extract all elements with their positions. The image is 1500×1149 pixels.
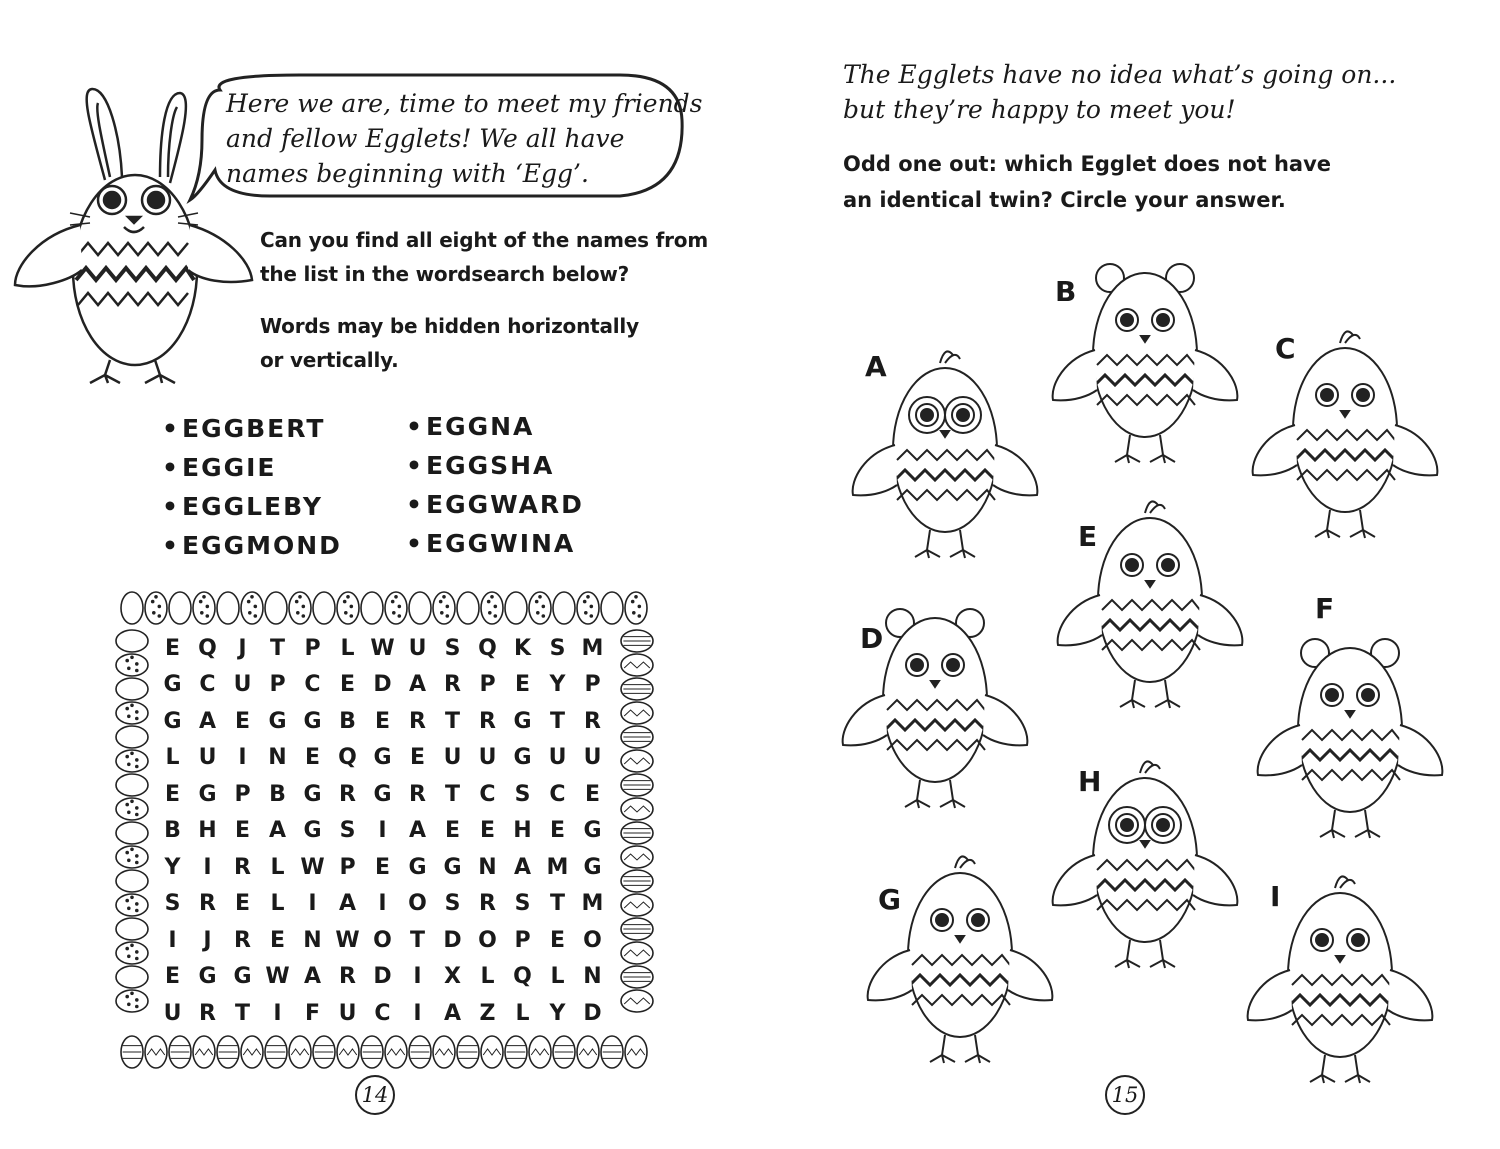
wordsearch-letter[interactable]: E — [234, 708, 251, 734]
wordsearch-letter[interactable]: R — [409, 708, 426, 734]
wordsearch-letter[interactable]: T — [409, 927, 425, 953]
egglet-illustration[interactable] — [1240, 870, 1440, 1100]
egglet-label: E — [1078, 520, 1098, 553]
word-list-label: EGGMOND — [182, 531, 342, 560]
wordsearch-letter[interactable]: U — [233, 672, 252, 698]
wordsearch-letter[interactable]: E — [514, 672, 531, 698]
wordsearch-letter[interactable]: Y — [549, 672, 566, 698]
wordsearch-letter[interactable]: Q — [198, 635, 217, 661]
wordsearch-letter[interactable]: P — [584, 672, 601, 698]
wordsearch-grid — [155, 630, 611, 1030]
wordsearch-letter[interactable]: N — [478, 854, 497, 880]
wordsearch-letter[interactable]: S — [549, 635, 566, 661]
egglet-label: B — [1055, 275, 1077, 308]
wordsearch-letter[interactable]: G — [408, 854, 427, 880]
wordsearch-letter[interactable]: Y — [549, 1000, 566, 1026]
wordsearch-letter[interactable]: P — [339, 854, 356, 880]
wordsearch-letter[interactable]: Q — [478, 635, 497, 661]
wordsearch-letter[interactable]: P — [479, 672, 496, 698]
wordsearch-letter[interactable]: E — [269, 927, 286, 953]
wordsearch-letter[interactable]: L — [270, 854, 285, 880]
word-list-item — [406, 412, 534, 441]
wordsearch-letter[interactable]: R — [409, 781, 426, 807]
wordsearch-letter[interactable]: E — [584, 781, 601, 807]
wordsearch-letter[interactable]: A — [303, 964, 322, 990]
page-number: 15 — [1105, 1075, 1145, 1115]
wordsearch-letter[interactable]: G — [513, 708, 532, 734]
wordsearch-letter[interactable]: G — [373, 781, 392, 807]
wordsearch-letter[interactable]: O — [373, 927, 392, 953]
wordsearch-letter[interactable]: C — [374, 1000, 391, 1026]
wordsearch-letter[interactable]: R — [584, 708, 601, 734]
word-list-item — [162, 531, 342, 560]
wordsearch-letter[interactable]: E — [549, 818, 566, 844]
wordsearch-letter[interactable]: K — [513, 635, 532, 661]
wordsearch-letter[interactable]: C — [304, 672, 321, 698]
speech-bubble-text: Here we are, time to meet my friends — [226, 89, 703, 118]
wordsearch-letter[interactable]: J — [203, 927, 212, 953]
wordsearch-letter[interactable]: U — [163, 1000, 182, 1026]
wordsearch-letter[interactable]: P — [304, 635, 321, 661]
wordsearch-letter[interactable]: Q — [513, 964, 532, 990]
question-text: Odd one out: which Egglet does not have — [843, 152, 1332, 176]
wordsearch-letter[interactable]: F — [304, 1000, 321, 1026]
bullet: • — [162, 453, 180, 482]
wordsearch-letter[interactable]: G — [163, 708, 182, 734]
wordsearch-letter[interactable]: I — [203, 854, 212, 880]
page-number: 14 — [355, 1075, 395, 1115]
wordsearch-letter[interactable]: T — [234, 1000, 250, 1026]
word-list-label: EGGWARD — [426, 490, 584, 519]
wordsearch-letter[interactable]: I — [413, 1000, 422, 1026]
word-list-item — [162, 492, 323, 521]
wordsearch-letter[interactable]: T — [269, 635, 285, 661]
wordsearch-letter[interactable]: E — [234, 818, 251, 844]
wordsearch-letter[interactable]: R — [234, 927, 251, 953]
wordsearch-letter[interactable]: L — [480, 964, 495, 990]
wordsearch-letter[interactable]: G — [443, 854, 462, 880]
wordsearch-letter[interactable]: C — [549, 781, 566, 807]
wordsearch-letter[interactable]: R — [199, 1000, 216, 1026]
wordsearch-letter[interactable]: G — [303, 781, 322, 807]
wordsearch-letter[interactable]: J — [238, 635, 247, 661]
wordsearch-letter[interactable]: E — [479, 818, 496, 844]
wordsearch-letter[interactable]: E — [339, 672, 356, 698]
wordsearch-letter[interactable]: U — [548, 745, 567, 771]
wordsearch-letter[interactable]: C — [479, 781, 496, 807]
bullet: • — [406, 490, 424, 519]
egglet-label: A — [865, 350, 887, 383]
word-list-item — [406, 451, 554, 480]
bullet: • — [406, 529, 424, 558]
intro-text: but they’re happy to meet you! — [843, 95, 1236, 124]
wordsearch-letter[interactable]: D — [583, 1000, 602, 1026]
wordsearch-letter[interactable]: E — [234, 891, 251, 917]
wordsearch-letter[interactable]: L — [270, 891, 285, 917]
wordsearch-letter[interactable]: G — [513, 745, 532, 771]
wordsearch-letter[interactable]: E — [374, 708, 391, 734]
wordsearch-letter[interactable]: L — [515, 1000, 530, 1026]
wordsearch-letter[interactable]: L — [340, 635, 355, 661]
wordsearch-letter[interactable]: S — [514, 891, 531, 917]
wordsearch-letter[interactable]: D — [373, 964, 392, 990]
word-list-item — [406, 529, 575, 558]
wordsearch-letter[interactable]: S — [164, 891, 181, 917]
wordsearch-letter[interactable]: H — [198, 818, 217, 844]
wordsearch-letter[interactable]: A — [443, 1000, 462, 1026]
intro-text: The Egglets have no idea what’s going on... — [843, 60, 1397, 89]
wordsearch-letter[interactable]: U — [198, 745, 217, 771]
wordsearch-letter[interactable]: G — [373, 745, 392, 771]
word-list-label: EGGWINA — [426, 529, 576, 558]
wordsearch-letter[interactable]: C — [199, 672, 216, 698]
wordsearch-letter[interactable]: S — [444, 635, 461, 661]
wordsearch-letter[interactable]: I — [378, 818, 387, 844]
egglet-illustration[interactable] — [1045, 250, 1245, 480]
wordsearch-letter[interactable]: N — [303, 927, 322, 953]
bullet: • — [162, 414, 180, 443]
wordsearch-letter[interactable]: M — [546, 854, 569, 880]
word-list-label: EGGSHA — [426, 451, 555, 480]
wordsearch-letter[interactable]: I — [413, 964, 422, 990]
wordsearch-letter[interactable]: R — [479, 891, 496, 917]
wordsearch-letter[interactable]: L — [550, 964, 565, 990]
wordsearch-letter[interactable]: R — [234, 854, 251, 880]
wordsearch-letter[interactable]: R — [199, 891, 216, 917]
wordsearch-letter[interactable]: R — [479, 708, 496, 734]
bullet: • — [162, 531, 180, 560]
wordsearch-letter[interactable]: L — [165, 745, 180, 771]
wordsearch-letter[interactable]: O — [583, 927, 602, 953]
wordsearch-letter[interactable]: Q — [338, 745, 357, 771]
wordsearch-letter[interactable]: O — [478, 927, 497, 953]
wordsearch-letter[interactable]: W — [370, 635, 395, 661]
wordsearch-letter[interactable]: A — [513, 854, 532, 880]
wordsearch-letter[interactable]: D — [373, 672, 392, 698]
egglet-label: D — [860, 622, 884, 655]
wordsearch-letter[interactable]: E — [164, 781, 181, 807]
wordsearch-letter[interactable]: G — [268, 708, 287, 734]
wordsearch-letter[interactable]: A — [198, 708, 217, 734]
wordsearch-letter[interactable]: Y — [164, 854, 181, 880]
wordsearch-letter[interactable]: R — [444, 672, 461, 698]
wordsearch-letter[interactable]: R — [339, 781, 356, 807]
wordsearch-letter[interactable]: W — [300, 854, 325, 880]
wordsearch-letter[interactable]: O — [408, 891, 427, 917]
wordsearch-letter[interactable]: T — [444, 708, 460, 734]
wordsearch-letter[interactable]: P — [269, 672, 286, 698]
egglet-illustration[interactable] — [1245, 325, 1445, 555]
instruction-text: Can you find all eight of the names from — [260, 228, 708, 252]
wordsearch-letter[interactable]: N — [583, 964, 602, 990]
wordsearch-letter[interactable]: G — [163, 672, 182, 698]
wordsearch-letter[interactable]: M — [581, 891, 604, 917]
wordsearch-letter[interactable]: T — [549, 708, 565, 734]
egglet-label: I — [1270, 880, 1281, 913]
wordsearch-letter[interactable]: I — [168, 927, 177, 953]
wordsearch-letter[interactable]: U — [443, 745, 462, 771]
wordsearch-letter[interactable]: G — [198, 781, 217, 807]
question-text: an identical twin? Circle your answer. — [843, 188, 1286, 212]
wordsearch-letter[interactable]: S — [444, 891, 461, 917]
wordsearch-letter[interactable]: A — [408, 818, 427, 844]
wordsearch-letter[interactable]: M — [581, 635, 604, 661]
wordsearch-letter[interactable]: D — [443, 927, 462, 953]
wordsearch-letter[interactable]: E — [164, 964, 181, 990]
wordsearch-letter[interactable]: B — [339, 708, 356, 734]
speech-bubble-text: names beginning with ‘Egg’. — [226, 159, 589, 188]
wordsearch-letter[interactable]: R — [339, 964, 356, 990]
egglet-illustration[interactable] — [860, 850, 1060, 1080]
wordsearch-letter[interactable]: I — [273, 1000, 282, 1026]
wordsearch-letter[interactable]: U — [583, 745, 602, 771]
egglet-illustration[interactable] — [1250, 625, 1450, 855]
wordsearch-letter[interactable]: G — [303, 818, 322, 844]
word-list-label: EGGNA — [426, 412, 535, 441]
instruction-text: Words may be hidden horizontally — [260, 314, 639, 338]
bullet: • — [406, 412, 424, 441]
wordsearch-letter[interactable]: G — [303, 708, 322, 734]
wordsearch-letter[interactable]: P — [234, 781, 251, 807]
instruction-text: or vertically. — [260, 348, 399, 372]
egglet-illustration[interactable] — [1045, 755, 1245, 985]
egglet-illustration[interactable] — [1050, 495, 1250, 725]
egglet-label: F — [1315, 592, 1335, 625]
wordsearch-letter[interactable]: G — [583, 818, 602, 844]
bullet: • — [406, 451, 424, 480]
wordsearch-letter[interactable]: E — [374, 854, 391, 880]
wordsearch-letter[interactable]: E — [444, 818, 461, 844]
wordsearch-letter[interactable]: X — [444, 964, 461, 990]
word-list-label: EGGIE — [182, 453, 277, 482]
wordsearch-letter[interactable]: T — [444, 781, 460, 807]
egglet-illustration[interactable] — [845, 345, 1045, 575]
wordsearch-letter[interactable]: T — [549, 891, 565, 917]
wordsearch-letter[interactable]: U — [338, 1000, 357, 1026]
wordsearch-letter[interactable]: E — [409, 745, 426, 771]
wordsearch-letter[interactable]: W — [335, 927, 360, 953]
wordsearch-letter[interactable]: P — [514, 927, 531, 953]
word-list-item — [162, 453, 277, 482]
wordsearch-letter[interactable]: H — [513, 818, 532, 844]
right-page — [750, 0, 1500, 1149]
wordsearch-letter[interactable]: B — [164, 818, 181, 844]
wordsearch-letter[interactable]: B — [269, 781, 286, 807]
wordsearch-letter[interactable]: A — [338, 891, 357, 917]
wordsearch-letter[interactable]: G — [198, 964, 217, 990]
egglet-label: G — [878, 883, 901, 916]
instruction-text: the list in the wordsearch below? — [260, 262, 630, 286]
word-list-label: EGGBERT — [182, 414, 326, 443]
egglet-label: H — [1078, 765, 1102, 798]
wordsearch-letter[interactable]: E — [164, 635, 181, 661]
wordsearch-letter[interactable]: E — [304, 745, 321, 771]
egglet-illustration[interactable] — [835, 595, 1035, 825]
wordsearch-letter[interactable]: U — [478, 745, 497, 771]
word-list-label: EGGLEBY — [182, 492, 323, 521]
wordsearch-letter[interactable]: N — [268, 745, 287, 771]
wordsearch-letter[interactable]: G — [233, 964, 252, 990]
wordsearch-letter[interactable]: S — [339, 818, 356, 844]
wordsearch-letter[interactable]: A — [268, 818, 287, 844]
wordsearch-letter[interactable]: Z — [479, 1000, 496, 1026]
word-list-item — [162, 414, 325, 443]
wordsearch-letter[interactable]: I — [238, 745, 247, 771]
egglet-label: C — [1275, 332, 1296, 365]
wordsearch-letter[interactable]: E — [549, 927, 566, 953]
wordsearch-letter[interactable]: I — [308, 891, 317, 917]
wordsearch-letter[interactable]: G — [583, 854, 602, 880]
bullet: • — [162, 492, 180, 521]
wordsearch-letter[interactable]: S — [514, 781, 531, 807]
speech-bubble-text: and fellow Egglets! We all have — [226, 124, 625, 153]
word-list-item — [406, 490, 584, 519]
wordsearch-letter[interactable]: W — [265, 964, 290, 990]
wordsearch-letter[interactable]: I — [378, 891, 387, 917]
wordsearch-letter[interactable]: A — [408, 672, 427, 698]
wordsearch-letter[interactable]: U — [408, 635, 427, 661]
